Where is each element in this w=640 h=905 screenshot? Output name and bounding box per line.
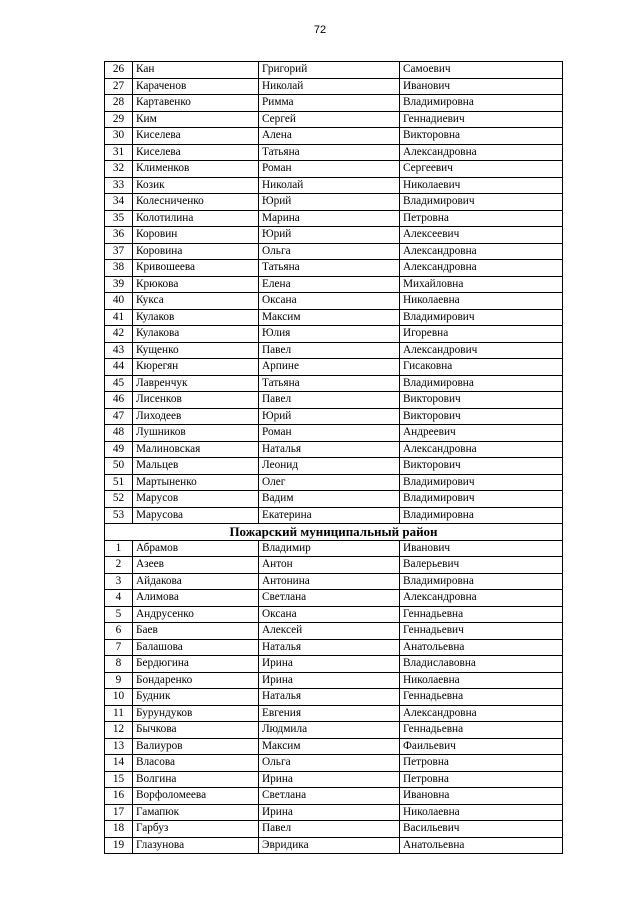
surname-cell: Баев <box>133 623 259 640</box>
patronymic-cell: Николаевна <box>400 804 563 821</box>
table-row <box>105 458 563 475</box>
row-number-cell: 52 <box>105 491 133 508</box>
first-name-cell: Ирина <box>259 672 400 689</box>
row-number-cell: 1 <box>105 540 133 557</box>
table-row <box>105 95 563 112</box>
row-number-cell: 3 <box>105 573 133 590</box>
surname-cell: Караченов <box>133 78 259 95</box>
table-row <box>105 78 563 95</box>
first-name-cell: Юрий <box>259 408 400 425</box>
first-name-cell: Наталья <box>259 639 400 656</box>
first-name-cell: Марина <box>259 210 400 227</box>
first-name-cell: Алена <box>259 128 400 145</box>
row-number-cell: 27 <box>105 78 133 95</box>
first-name-cell: Юрий <box>259 194 400 211</box>
surname-cell: Ким <box>133 111 259 128</box>
patronymic-cell: Владимировна <box>400 375 563 392</box>
surname-cell: Крюкова <box>133 276 259 293</box>
patronymic-cell: Владимировна <box>400 573 563 590</box>
table-row <box>105 243 563 260</box>
table-row <box>105 276 563 293</box>
surname-cell: Кулаков <box>133 309 259 326</box>
patronymic-cell: Михайловна <box>400 276 563 293</box>
first-name-cell: Владимир <box>259 540 400 557</box>
surname-cell: Кулакова <box>133 326 259 343</box>
row-number-cell: 26 <box>105 62 133 79</box>
table-row <box>105 309 563 326</box>
patronymic-cell: Алексеевич <box>400 227 563 244</box>
patronymic-cell: Игоревна <box>400 326 563 343</box>
surname-cell: Алимова <box>133 590 259 607</box>
section-title: Пожарский муниципальный район <box>105 524 563 541</box>
row-number-cell: 17 <box>105 804 133 821</box>
surname-cell: Лисенков <box>133 392 259 409</box>
surname-cell: Мартыненко <box>133 474 259 491</box>
table-row <box>105 359 563 376</box>
row-number-cell: 46 <box>105 392 133 409</box>
row-number-cell: 16 <box>105 788 133 805</box>
row-number-cell: 32 <box>105 161 133 178</box>
patronymic-cell: Анатольевна <box>400 639 563 656</box>
surname-cell: Колесниченко <box>133 194 259 211</box>
patronymic-cell: Викторович <box>400 408 563 425</box>
row-number-cell: 15 <box>105 771 133 788</box>
table-row <box>105 821 563 838</box>
table-row <box>105 639 563 656</box>
patronymic-cell: Геннадьевна <box>400 722 563 739</box>
first-name-cell: Эвридика <box>259 837 400 854</box>
first-name-cell: Григорий <box>259 62 400 79</box>
table-row <box>105 408 563 425</box>
surname-cell: Азеев <box>133 557 259 574</box>
row-number-cell: 47 <box>105 408 133 425</box>
table-row <box>105 194 563 211</box>
first-name-cell: Ирина <box>259 771 400 788</box>
first-name-cell: Павел <box>259 392 400 409</box>
row-number-cell: 38 <box>105 260 133 277</box>
table-row <box>105 392 563 409</box>
surname-cell: Ворфоломеева <box>133 788 259 805</box>
table-row <box>105 293 563 310</box>
surname-cell: Кан <box>133 62 259 79</box>
surname-cell: Коровина <box>133 243 259 260</box>
row-number-cell: 4 <box>105 590 133 607</box>
table-row <box>105 573 563 590</box>
surname-cell: Киселева <box>133 144 259 161</box>
table-row <box>105 771 563 788</box>
patronymic-cell: Викторович <box>400 458 563 475</box>
surname-cell: Клименков <box>133 161 259 178</box>
patronymic-cell: Андреевич <box>400 425 563 442</box>
first-name-cell: Наталья <box>259 689 400 706</box>
patronymic-cell: Васильевич <box>400 821 563 838</box>
first-name-cell: Татьяна <box>259 375 400 392</box>
patronymic-cell: Николаевич <box>400 177 563 194</box>
first-name-cell: Николай <box>259 78 400 95</box>
table-row <box>105 474 563 491</box>
first-name-cell: Наталья <box>259 441 400 458</box>
table-row <box>105 491 563 508</box>
surname-cell: Коровин <box>133 227 259 244</box>
row-number-cell: 42 <box>105 326 133 343</box>
table-row <box>105 227 563 244</box>
patronymic-cell: Геннадьевич <box>400 623 563 640</box>
surname-cell: Гамапюк <box>133 804 259 821</box>
row-number-cell: 51 <box>105 474 133 491</box>
table-row <box>105 177 563 194</box>
first-name-cell: Алексей <box>259 623 400 640</box>
table-row <box>105 755 563 772</box>
row-number-cell: 7 <box>105 639 133 656</box>
surname-cell: Кюрегян <box>133 359 259 376</box>
table-row <box>105 342 563 359</box>
table-row <box>105 540 563 557</box>
first-name-cell: Татьяна <box>259 260 400 277</box>
table-row <box>105 210 563 227</box>
first-name-cell: Вадим <box>259 491 400 508</box>
surname-cell: Бычкова <box>133 722 259 739</box>
patronymic-cell: Петровна <box>400 755 563 772</box>
table-row <box>105 326 563 343</box>
table-row <box>105 441 563 458</box>
patronymic-cell: Александровна <box>400 144 563 161</box>
first-name-cell: Леонид <box>259 458 400 475</box>
patronymic-cell: Фаильевич <box>400 738 563 755</box>
surname-cell: Айдакова <box>133 573 259 590</box>
table-row <box>105 738 563 755</box>
surname-cell: Власова <box>133 755 259 772</box>
table-row <box>105 144 563 161</box>
surname-cell: Будник <box>133 689 259 706</box>
patronymic-cell: Иванович <box>400 540 563 557</box>
first-name-cell: Арпине <box>259 359 400 376</box>
table-row <box>105 689 563 706</box>
row-number-cell: 50 <box>105 458 133 475</box>
first-name-cell: Антон <box>259 557 400 574</box>
surname-cell: Марусов <box>133 491 259 508</box>
row-number-cell: 12 <box>105 722 133 739</box>
first-name-cell: Татьяна <box>259 144 400 161</box>
row-number-cell: 19 <box>105 837 133 854</box>
first-name-cell: Светлана <box>259 788 400 805</box>
first-name-cell: Оксана <box>259 606 400 623</box>
patronymic-cell: Иванович <box>400 78 563 95</box>
surname-cell: Кукса <box>133 293 259 310</box>
roster-section-header <box>105 524 563 541</box>
row-number-cell: 36 <box>105 227 133 244</box>
surname-cell: Лиходеев <box>133 408 259 425</box>
section-header-row <box>105 524 563 541</box>
row-number-cell: 14 <box>105 755 133 772</box>
patronymic-cell: Викторович <box>400 392 563 409</box>
patronymic-cell: Александровна <box>400 441 563 458</box>
table-row <box>105 128 563 145</box>
first-name-cell: Ирина <box>259 804 400 821</box>
surname-cell: Малиновская <box>133 441 259 458</box>
table-row <box>105 375 563 392</box>
roster-section-continued <box>105 62 563 524</box>
patronymic-cell: Александровна <box>400 590 563 607</box>
table-row <box>105 722 563 739</box>
surname-cell: Абрамов <box>133 540 259 557</box>
surname-cell: Картавенко <box>133 95 259 112</box>
row-number-cell: 10 <box>105 689 133 706</box>
first-name-cell: Елена <box>259 276 400 293</box>
table-row <box>105 260 563 277</box>
table-row <box>105 837 563 854</box>
patronymic-cell: Владимирович <box>400 491 563 508</box>
first-name-cell: Олег <box>259 474 400 491</box>
row-number-cell: 33 <box>105 177 133 194</box>
first-name-cell: Ольга <box>259 755 400 772</box>
first-name-cell: Павел <box>259 821 400 838</box>
table-row <box>105 507 563 524</box>
row-number-cell: 11 <box>105 705 133 722</box>
row-number-cell: 28 <box>105 95 133 112</box>
first-name-cell: Роман <box>259 425 400 442</box>
first-name-cell: Ольга <box>259 243 400 260</box>
surname-cell: Марусова <box>133 507 259 524</box>
row-number-cell: 35 <box>105 210 133 227</box>
row-number-cell: 6 <box>105 623 133 640</box>
surname-cell: Бердюгина <box>133 656 259 673</box>
surname-cell: Лавренчук <box>133 375 259 392</box>
patronymic-cell: Геннадьевна <box>400 689 563 706</box>
patronymic-cell: Геннадиевич <box>400 111 563 128</box>
row-number-cell: 48 <box>105 425 133 442</box>
table-row <box>105 623 563 640</box>
patronymic-cell: Александрович <box>400 342 563 359</box>
surname-cell: Кущенко <box>133 342 259 359</box>
surname-cell: Бондаренко <box>133 672 259 689</box>
row-number-cell: 30 <box>105 128 133 145</box>
table-row <box>105 804 563 821</box>
first-name-cell: Светлана <box>259 590 400 607</box>
surname-cell: Андрусенко <box>133 606 259 623</box>
roster-section-pozharsky <box>105 540 563 854</box>
first-name-cell: Екатерина <box>259 507 400 524</box>
roster-table <box>104 61 563 854</box>
first-name-cell: Сергей <box>259 111 400 128</box>
patronymic-cell: Петровна <box>400 771 563 788</box>
surname-cell: Валиуров <box>133 738 259 755</box>
surname-cell: Кривошеева <box>133 260 259 277</box>
row-number-cell: 44 <box>105 359 133 376</box>
row-number-cell: 37 <box>105 243 133 260</box>
surname-cell: Колотилина <box>133 210 259 227</box>
patronymic-cell: Николаевна <box>400 672 563 689</box>
patronymic-cell: Гисаковна <box>400 359 563 376</box>
table-row <box>105 788 563 805</box>
table-row <box>105 705 563 722</box>
patronymic-cell: Николаевна <box>400 293 563 310</box>
surname-cell: Волгина <box>133 771 259 788</box>
table-row <box>105 590 563 607</box>
patronymic-cell: Владиславовна <box>400 656 563 673</box>
patronymic-cell: Владимировна <box>400 507 563 524</box>
first-name-cell: Максим <box>259 738 400 755</box>
patronymic-cell: Сергеевич <box>400 161 563 178</box>
first-name-cell: Максим <box>259 309 400 326</box>
table-row <box>105 62 563 79</box>
patronymic-cell: Геннадьевна <box>400 606 563 623</box>
surname-cell: Балашова <box>133 639 259 656</box>
row-number-cell: 2 <box>105 557 133 574</box>
first-name-cell: Павел <box>259 342 400 359</box>
row-number-cell: 41 <box>105 309 133 326</box>
surname-cell: Лушников <box>133 425 259 442</box>
surname-cell: Козик <box>133 177 259 194</box>
first-name-cell: Юлия <box>259 326 400 343</box>
row-number-cell: 40 <box>105 293 133 310</box>
row-number-cell: 43 <box>105 342 133 359</box>
patronymic-cell: Владимирович <box>400 194 563 211</box>
table-row <box>105 425 563 442</box>
row-number-cell: 8 <box>105 656 133 673</box>
surname-cell: Гарбуз <box>133 821 259 838</box>
table-row <box>105 606 563 623</box>
row-number-cell: 18 <box>105 821 133 838</box>
row-number-cell: 5 <box>105 606 133 623</box>
patronymic-cell: Самоевич <box>400 62 563 79</box>
surname-cell: Бурундуков <box>133 705 259 722</box>
patronymic-cell: Александровна <box>400 705 563 722</box>
table-row <box>105 656 563 673</box>
patronymic-cell: Владимировна <box>400 95 563 112</box>
surname-cell: Мальцев <box>133 458 259 475</box>
first-name-cell: Юрий <box>259 227 400 244</box>
first-name-cell: Оксана <box>259 293 400 310</box>
first-name-cell: Ирина <box>259 656 400 673</box>
surname-cell: Глазунова <box>133 837 259 854</box>
first-name-cell: Роман <box>259 161 400 178</box>
patronymic-cell: Валерьевич <box>400 557 563 574</box>
patronymic-cell: Владимирович <box>400 474 563 491</box>
first-name-cell: Николай <box>259 177 400 194</box>
first-name-cell: Людмила <box>259 722 400 739</box>
first-name-cell: Римма <box>259 95 400 112</box>
first-name-cell: Евгения <box>259 705 400 722</box>
patronymic-cell: Ивановна <box>400 788 563 805</box>
patronymic-cell: Владимирович <box>400 309 563 326</box>
row-number-cell: 53 <box>105 507 133 524</box>
patronymic-cell: Анатольевна <box>400 837 563 854</box>
patronymic-cell: Петровна <box>400 210 563 227</box>
row-number-cell: 49 <box>105 441 133 458</box>
table-row <box>105 672 563 689</box>
surname-cell: Киселева <box>133 128 259 145</box>
patronymic-cell: Викторовна <box>400 128 563 145</box>
patronymic-cell: Александровна <box>400 260 563 277</box>
row-number-cell: 39 <box>105 276 133 293</box>
table-row <box>105 161 563 178</box>
row-number-cell: 31 <box>105 144 133 161</box>
row-number-cell: 9 <box>105 672 133 689</box>
row-number-cell: 45 <box>105 375 133 392</box>
row-number-cell: 13 <box>105 738 133 755</box>
table-row <box>105 111 563 128</box>
row-number-cell: 34 <box>105 194 133 211</box>
table-row <box>105 557 563 574</box>
row-number-cell: 29 <box>105 111 133 128</box>
patronymic-cell: Александровна <box>400 243 563 260</box>
page-number: 72 <box>313 24 327 36</box>
first-name-cell: Антонина <box>259 573 400 590</box>
